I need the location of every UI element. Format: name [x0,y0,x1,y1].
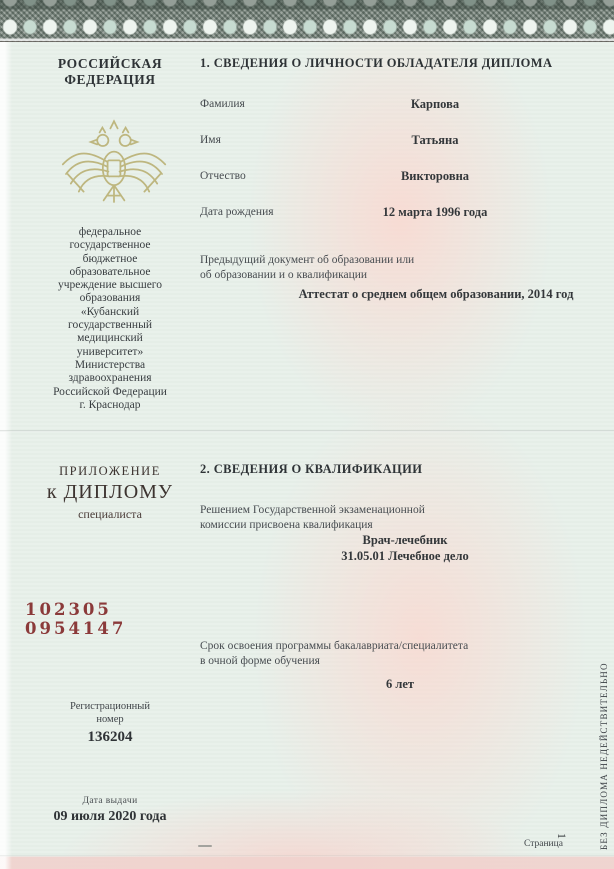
given-name-value: Татьяна [411,133,459,147]
specialty-code-value: 31.05.01 Лечебное дело [341,548,469,563]
registration-number-block [40,701,180,746]
registration-label-line2: номер [96,713,124,725]
country-line2: ФЕДЕРАЦИЯ [64,72,156,87]
section2-title: 2. СВЕДЕНИЯ О КВАЛИФИКАЦИИ [200,462,423,476]
guilloche-top-border [0,0,614,42]
institution-line: учреждение высшего [58,279,162,292]
given-name-label: Имя [200,134,221,146]
registration-number-value: 136204 [87,729,133,745]
supplement-title: ПРИЛОЖЕНИЕ [59,464,161,478]
institution-line: федеральное [78,226,142,238]
section1-title: 1. СВЕДЕНИЯ О ЛИЧНОСТИ ОБЛАДАТЕЛЯ ДИПЛОМА [200,56,553,70]
issue-date-block [32,796,188,825]
left-column [22,56,198,824]
patronymic-value: Викторовна [400,169,470,183]
decision-line1: Решением Государственной экзаменационной [200,504,425,516]
coat-of-arms-eagle-icon [58,114,170,226]
previous-document-label-line1: Предыдущий документ об образовании или [200,254,415,266]
institution-line: г. Краснодар [79,398,141,411]
decision-line2: комиссии присвоена квалификация [200,519,373,531]
issue-date-label: Дата выдачи [82,796,138,806]
institution-line: образовательное [69,265,151,278]
issue-date-value: 09 июля 2020 года [53,809,167,824]
validity-watermark: БЕЗ ДИПЛОМА НЕДЕЙСТВИТЕЛЬНО [599,662,609,850]
fold-mark [198,845,212,847]
institution-name [22,226,198,412]
institution-line: медицинский [77,332,143,345]
registration-label-line1: Регистрационный [70,701,150,712]
country-name [22,56,198,88]
country-line1: РОССИЙСКАЯ [57,56,163,71]
page-number: 1 [554,833,567,839]
family-name-label: Фамилия [200,98,245,110]
birth-date-label: Дата рождения [200,206,274,218]
previous-document-label-line2: об образовании и о квалификации [200,268,368,281]
diploma-title: к ДИПЛОМУ [46,481,174,503]
institution-line: здравоохранения [68,372,152,385]
qualification-block [260,533,550,564]
previous-document-value: Аттестат о среднем общем образовании, 2014 год [298,287,574,301]
supplement-title-block [22,464,198,523]
qualification-value: Врач-лечебник [362,533,448,547]
fold-line [0,855,614,857]
qualification-decision-label [200,503,425,533]
duration-label-line1: Срок освоения программы бакалавриата/специалитета [200,640,469,652]
institution-line: бюджетное [82,252,138,265]
patronymic-label: Отчество [200,170,246,182]
family-name-value: Карпова [410,97,460,111]
fold-line [0,430,614,432]
institution-line: Российской Федерации [53,385,167,398]
institution-line: государственный [68,319,152,332]
study-duration-label [200,639,468,669]
institution-line: образования [79,292,141,305]
serial-number: 102305 0954147 [25,600,127,638]
institution-line: «Кубанский [80,305,140,318]
previous-document-label [200,253,414,282]
duration-label-line2: в очной форме обучения [200,655,320,667]
institution-line: университет» [76,345,144,358]
study-duration-value: 6 лет [385,677,415,691]
right-column [200,56,584,691]
birth-date-value: 12 марта 1996 года [382,205,488,219]
institution-line: государственное [69,239,151,252]
specialist-subtitle: специалиста [78,507,142,521]
institution-line: Министерства [74,358,146,371]
page-label: Страница [524,839,563,849]
